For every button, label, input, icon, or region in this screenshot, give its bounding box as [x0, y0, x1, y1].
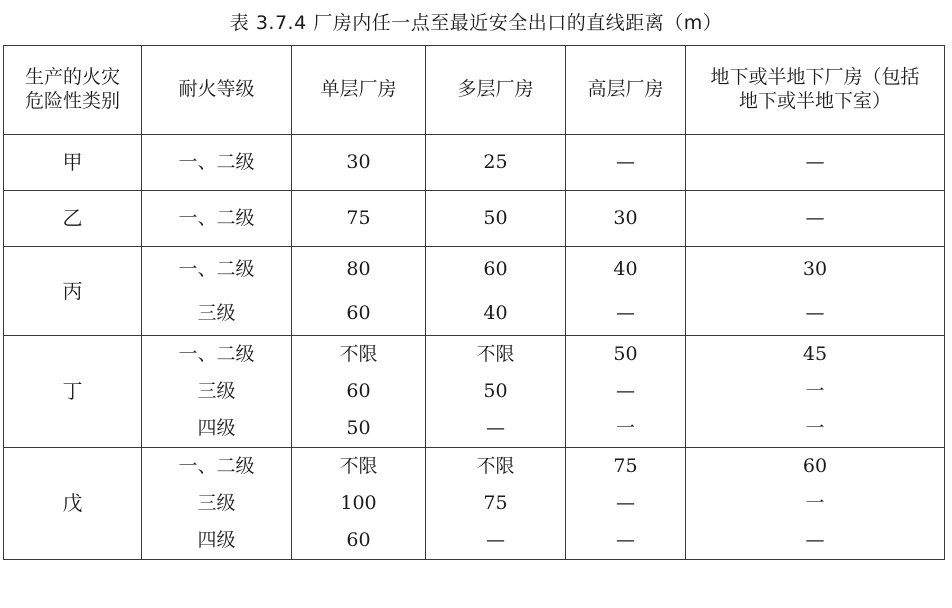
underground-cell: — [686, 191, 945, 247]
high-rise-value: — [616, 492, 635, 514]
high-rise-value: 75 [613, 455, 638, 477]
multi-storey-cell [426, 336, 566, 448]
multi-storey-value: — [486, 417, 505, 439]
header-category-line2: 危险性类别 [24, 90, 120, 112]
rating-cell [142, 336, 292, 448]
underground-value: 45 [802, 343, 828, 365]
single-storey-value: 不限 [339, 455, 378, 477]
high-rise-cell [566, 336, 686, 448]
category-cell: 乙 [4, 191, 142, 247]
table-row [4, 191, 945, 247]
multi-storey-cell [426, 247, 566, 336]
header-rating: 耐火等级 [142, 46, 292, 135]
category-cell: 丁 [4, 336, 142, 448]
single-storey-cell: 30 [292, 135, 426, 191]
underground-cell [686, 247, 945, 336]
multi-storey-value: — [486, 529, 505, 551]
multi-storey-value: 40 [483, 302, 508, 324]
high-rise-value: — [616, 380, 635, 402]
header-underground [686, 46, 945, 135]
high-rise-cell: 30 [566, 191, 686, 247]
header-category-line1: 生产的火灾 [24, 66, 120, 89]
underground-value: 一 [805, 380, 825, 402]
category-cell: 戊 [4, 448, 142, 560]
underground-cell [686, 336, 945, 448]
single-storey-value: 80 [346, 258, 371, 280]
high-rise-value: — [616, 302, 635, 324]
underground-cell: — [686, 135, 945, 191]
rating-cell [142, 247, 292, 336]
header-underground-line1: 地下或半地下厂房（包括 [710, 66, 920, 89]
underground-cell [686, 448, 945, 560]
multi-storey-value: 不限 [476, 343, 515, 365]
single-storey-value: 100 [340, 492, 377, 514]
underground-value: 一 [805, 417, 825, 439]
multi-storey-value: 75 [483, 492, 508, 514]
high-rise-value: 一 [615, 417, 635, 439]
rating-value: 一、二级 [178, 455, 255, 477]
header-underground-line2: 地下或半地下室） [738, 90, 891, 112]
rating-value: 三级 [197, 492, 236, 514]
multi-storey-value: 50 [483, 380, 508, 402]
table-row [4, 247, 945, 336]
underground-value: 30 [802, 258, 828, 280]
header-single: 单层厂房 [292, 46, 426, 135]
rating-value: 一、二级 [178, 258, 255, 280]
table-row [4, 448, 945, 560]
rating-cell: 一、二级 [142, 135, 292, 191]
single-storey-value: 不限 [339, 343, 378, 365]
rating-value: 三级 [197, 380, 236, 402]
header-row [4, 46, 945, 135]
high-rise-cell [566, 247, 686, 336]
header-category [4, 46, 142, 135]
high-rise-value: 40 [613, 258, 638, 280]
multi-storey-cell: 25 [426, 135, 566, 191]
high-rise-value: 50 [613, 343, 638, 365]
multi-storey-value: 60 [483, 258, 508, 280]
rating-value: 一、二级 [178, 343, 255, 365]
single-storey-value: 60 [346, 529, 371, 551]
table-title: 表 3.7.4 厂房内任一点至最近安全出口的直线距离（m） [229, 12, 723, 34]
high-rise-cell: — [566, 135, 686, 191]
distance-table [3, 45, 945, 560]
single-storey-value: 50 [346, 417, 371, 439]
multi-storey-cell: 50 [426, 191, 566, 247]
rating-value: 三级 [197, 302, 236, 324]
rating-value: 四级 [197, 529, 236, 551]
category-cell: 甲 [4, 135, 142, 191]
underground-value: — [805, 529, 825, 551]
underground-value: — [805, 302, 825, 324]
table-row [4, 135, 945, 191]
high-rise-value: — [616, 529, 635, 551]
single-storey-value: 60 [346, 380, 371, 402]
multi-storey-value: 不限 [476, 455, 515, 477]
rating-value: 四级 [197, 417, 236, 439]
underground-value: 60 [802, 455, 828, 477]
multi-storey-cell [426, 448, 566, 560]
rating-cell [142, 448, 292, 560]
single-storey-cell [292, 336, 426, 448]
header-multi: 多层厂房 [426, 46, 566, 135]
high-rise-cell [566, 448, 686, 560]
table-row [4, 336, 945, 448]
single-storey-cell [292, 247, 426, 336]
rating-cell: 一、二级 [142, 191, 292, 247]
underground-value: 一 [805, 492, 825, 514]
single-storey-cell [292, 448, 426, 560]
category-cell: 丙 [4, 247, 142, 336]
single-storey-value: 60 [346, 302, 371, 324]
single-storey-cell: 75 [292, 191, 426, 247]
header-high: 高层厂房 [566, 46, 686, 135]
